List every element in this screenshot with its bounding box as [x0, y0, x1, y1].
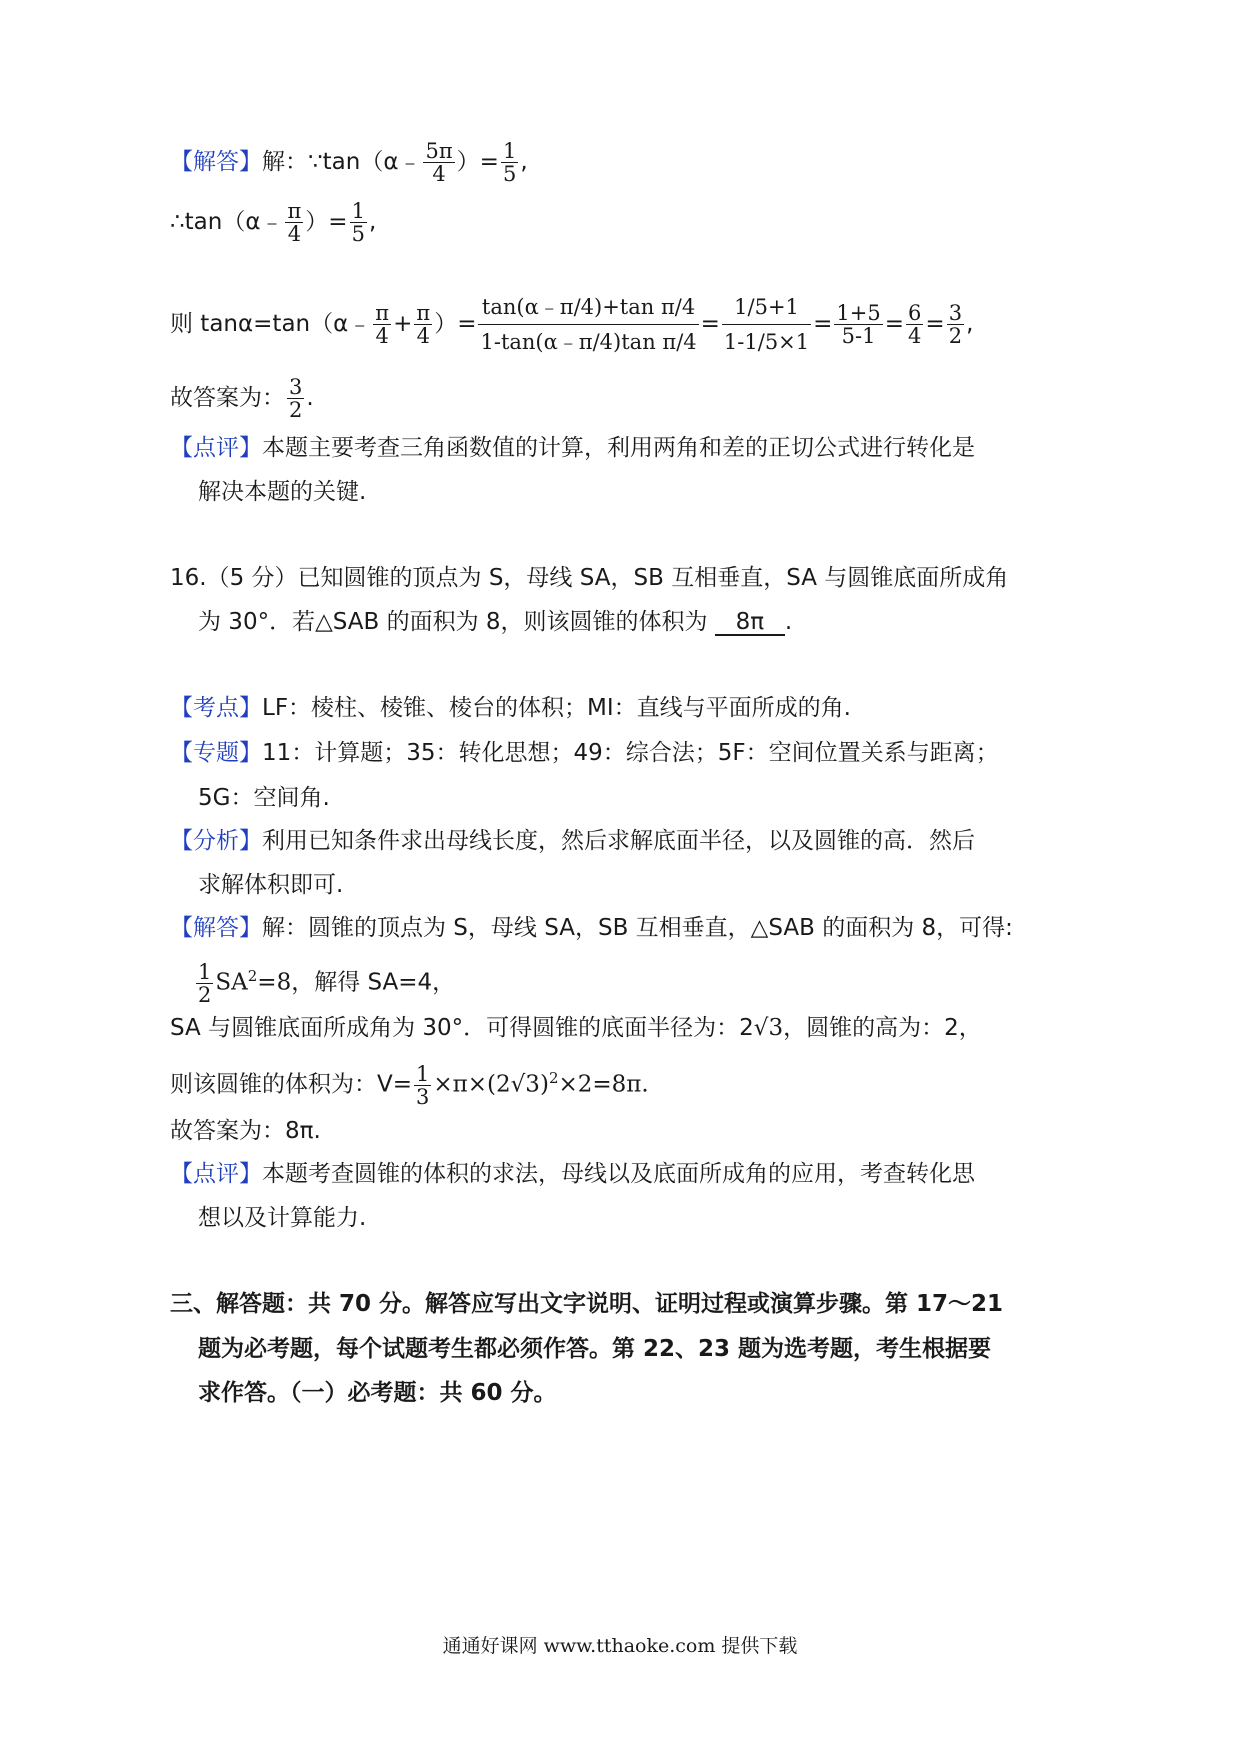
text: 11：计算题；35：转化思想；49：综合法；5F：空间位置关系与距离； [262, 740, 999, 766]
q16-analysis-line-1 [170, 825, 975, 857]
numerator: 6 [908, 301, 922, 325]
text: ×π×(2 [433, 1071, 511, 1098]
section3-heading-line-1: 三、解答题：共 70 分。解答应写出文字说明、证明过程或演算步骤。第 17～21 [170, 1291, 1004, 1317]
numerator: 3 [289, 375, 303, 399]
analysis-tag: 【分析】 [170, 828, 262, 854]
section3-heading-line-2: 题为必考题，每个试题考生都必须作答。第 22、23 题为选考题，考生根据要 [198, 1336, 992, 1362]
text: 为 30°．若△SAB 的面积为 8，则该圆锥的体积为 [198, 609, 708, 635]
text: 解：∵tan（α﹣ [262, 149, 422, 175]
denominator: 2 [289, 398, 303, 422]
numerator: 1/5+1 [722, 290, 811, 325]
q16-stem-line-1: 16.（5 分）已知圆锥的顶点为 S，母线 SA，SB 互相垂直，SA 与圆锥底面所成角 [170, 565, 1009, 591]
text: =8 [257, 969, 292, 996]
text: LF：棱柱、棱锥、棱台的体积；MI：直线与平面所成的角. [262, 695, 851, 721]
tangent-sum-fraction [478, 290, 698, 359]
denominator: 4 [416, 324, 430, 348]
numerator: π [375, 301, 390, 325]
numerator: π [287, 199, 302, 223]
text: , [368, 209, 377, 235]
solution-tag: 【解答】 [170, 149, 262, 175]
topic-tag: 【专题】 [170, 740, 262, 766]
text: ）= [456, 149, 499, 175]
fraction [350, 200, 367, 245]
q16-answer: 故答案为：8π. [170, 1118, 321, 1144]
q16-solution-line-1 [170, 912, 1013, 944]
denominator: 1-tan(α﹣π/4)tan π/4 [480, 330, 697, 354]
text: ∴tan（α﹣ [170, 209, 284, 235]
q15-review-line-2: 解决本题的关键. [198, 479, 367, 505]
fraction [722, 290, 811, 359]
text: 本题主要考查三角函数值的计算，利用两角和差的正切公式进行转化是 [262, 435, 975, 461]
text: . [306, 385, 314, 411]
sqrt-three: √3 [510, 1071, 540, 1098]
text: ×2=8π. [558, 1071, 649, 1098]
fraction [501, 140, 518, 185]
text: ，圆锥的高为：2， [783, 1015, 982, 1041]
text: = [884, 311, 905, 337]
text: ，解得 SA=4， [291, 969, 456, 996]
q16-topic-line-1 [170, 737, 999, 769]
fraction [947, 302, 964, 347]
text: SA 与圆锥底面所成角为 30°．可得圆锥的底面半径为：2 [170, 1015, 754, 1041]
text: 则该圆锥的体积为：V= [170, 1071, 413, 1098]
text: , [520, 149, 528, 175]
denominator: 1-1/5×1 [723, 330, 810, 354]
text: 本题考查圆锥的体积的求法，母线以及底面所成角的应用，考查转化思 [262, 1161, 975, 1187]
text: ）= [434, 311, 477, 337]
review-tag: 【点评】 [170, 1161, 262, 1187]
q16-review-line-2: 想以及计算能力. [198, 1205, 367, 1231]
review-tag: 【点评】 [170, 435, 262, 461]
fraction [373, 302, 391, 347]
numerator: 1 [198, 959, 212, 984]
q15-answer [170, 376, 314, 421]
fraction [906, 302, 923, 347]
q15-solution-line-3 [170, 290, 973, 359]
answer-blank: 8π [715, 610, 785, 636]
text: ）= [305, 209, 348, 235]
q16-solution-line-4 [170, 1062, 649, 1108]
numerator: tan(α﹣π/4)+tan π/4 [478, 290, 698, 325]
text: = [700, 311, 720, 337]
numerator: 3 [948, 301, 963, 325]
q15-solution-line-1 [170, 140, 528, 185]
fraction [285, 200, 303, 245]
section3-heading-line-3: 求作答。（一）必考题：共 60 分。 [198, 1380, 557, 1406]
fraction [196, 961, 213, 1006]
q16-solution-line-2 [194, 960, 455, 1006]
denominator: 4 [432, 162, 446, 186]
text: + [393, 311, 413, 337]
text: = [925, 311, 945, 337]
q16-review-line-1 [170, 1158, 975, 1190]
numerator: 1+5 [836, 301, 881, 325]
q16-topic-line-2: 5G：空间角. [198, 785, 330, 811]
text: 故答案为： [170, 385, 285, 411]
denominator: 2 [198, 982, 212, 1007]
fraction [423, 140, 454, 185]
fraction [414, 1063, 431, 1108]
text: 则 tanα=tan（α﹣ [170, 311, 372, 337]
fraction [287, 376, 304, 421]
fraction [414, 302, 432, 347]
denominator: 5 [351, 222, 365, 246]
numerator: 1 [502, 139, 517, 163]
text: = [813, 311, 833, 337]
q16-solution-line-3 [170, 1012, 982, 1044]
text: . [784, 609, 793, 635]
exponent: 2 [247, 967, 258, 985]
denominator: 2 [948, 324, 963, 348]
text: , [966, 311, 974, 337]
solution-tag: 【解答】 [170, 915, 262, 941]
denominator: 4 [908, 324, 922, 348]
denominator: 4 [287, 222, 302, 246]
numerator: 5π [425, 139, 453, 163]
q16-analysis-line-2: 求解体积即可. [198, 872, 344, 898]
sqrt-three: √3 [753, 1015, 784, 1041]
text: SA [215, 969, 248, 996]
q15-solution-line-2 [170, 200, 376, 245]
numerator: 1 [351, 199, 365, 223]
denominator: 4 [375, 324, 389, 348]
fraction [834, 302, 882, 347]
denominator: 5 [502, 162, 517, 186]
knowledge-tag: 【考点】 [170, 695, 262, 721]
q15-review-line-1 [170, 432, 975, 464]
q16-stem-line-2 [198, 606, 792, 638]
q16-knowledge-point [170, 692, 851, 724]
text: ) [539, 1071, 549, 1098]
text: 解：圆锥的顶点为 S，母线 SA，SB 互相垂直，△SAB 的面积为 8，可得: [262, 915, 1013, 941]
exponent: 2 [548, 1069, 559, 1087]
denominator: 3 [416, 1084, 430, 1109]
denominator: 5-1 [841, 324, 876, 348]
text: 利用已知条件求出母线长度，然后求解底面半径，以及圆锥的高．然后 [262, 828, 975, 854]
page-footer: 通通好课网 www.tthaoke.com 提供下载 [442, 1635, 798, 1657]
numerator: π [416, 301, 431, 325]
numerator: 1 [416, 1061, 430, 1086]
